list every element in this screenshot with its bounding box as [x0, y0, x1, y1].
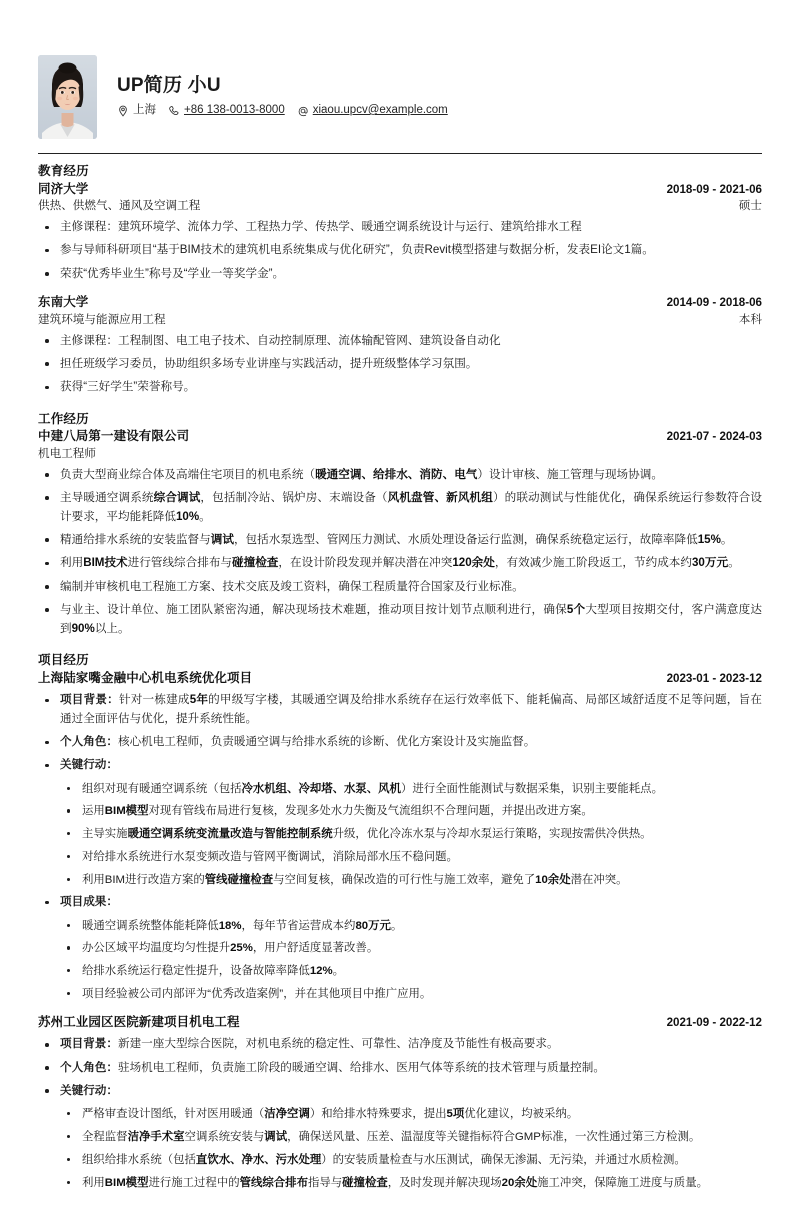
sub-bullet-item: 利用BIM进行改造方案的管线碰撞检查与空间复核，确保改造的可行性与施工效率，避免了10余处潜在冲突。 — [60, 871, 762, 889]
section-divider-education — [38, 153, 762, 154]
resume-header — [38, 0, 762, 153]
work-date: 2021-07 - 2024-03 — [666, 430, 762, 444]
work-bullets — [38, 466, 762, 639]
at-email-icon — [297, 105, 309, 117]
sub-bullet-item: 项目经验被公司内部评为“优秀改造案例”，并在其他项目中推广应用。 — [60, 985, 762, 1003]
section-education — [38, 163, 762, 397]
project-name: 苏州工业园区医院新建项目机电工程 — [38, 1015, 240, 1030]
education-date: 2014-09 - 2018-06 — [666, 296, 762, 310]
bullet-item: 主修课程：建筑环境学、流体力学、工程热力学、传热学、暖通空调系统设计与运行、建筑给排水工程 — [38, 218, 762, 237]
bullet-item: 项目背景：新建一座大型综合医院，对机电系统的稳定性、可靠性、洁净度及节能性有极高要求。 — [38, 1035, 762, 1054]
sub-bullet-list — [60, 1105, 762, 1192]
bullet-item: 担任班级学习委员，协助组织多场专业讲座与实践活动，提升班级整体学习氛围。 — [38, 355, 762, 374]
contact-email[interactable] — [297, 104, 448, 118]
sub-bullet-list — [60, 917, 762, 1004]
project-date: 2023-01 - 2023-12 — [666, 671, 762, 685]
bullet-item: 项目背景：针对一栋建成5年的甲级写字楼，其暖通空调及给排水系统存在运行效率低下、能耗偏高、局部区域舒适度不足等问题，旨在通过全面评估与优化，提升系统性能。 — [38, 691, 762, 729]
project-bullets — [38, 691, 762, 1003]
sub-bullet-item: 对给排水系统进行水泵变频改造与管网平衡调试，消除局部水压不稳问题。 — [60, 848, 762, 866]
education-date: 2018-09 - 2021-06 — [666, 182, 762, 196]
bullet-item: 关键行动： 组织对现有暖通空调系统（包括冷水机组、冷却塔、水泵、风机）进行全面性能测试与数据采集，识别主要能耗点。 运用BIM模型对现有管线布局进行复核，发现多处水力失衡及气流组织不合理问题，并提出改进方案。 主导实施暖通空调系统变流量改造与智能控制系统升级，优化冷冻水泵与冷却水泵运行策略，实现按需供冷供热。 对给排水系统进行水泵变频改造与管网平衡调试，消除局部水压不稳问题。 利用BIM进行改造方案的管线碰撞检查与空间复核，确保改造的可行性与施工效率，避免了10余处潜在冲突。 — [38, 756, 762, 889]
education-bullets — [38, 332, 762, 397]
education-school: 同济大学 — [38, 181, 89, 196]
bullet-item: 精通给排水系统的安装监督与调试，包括水泵选型、管网压力测试、水质处理设备运行监测，确保系统稳定运行，故障率降低15%。 — [38, 531, 762, 550]
sub-bullet-item: 全程监督洁净手术室空调系统安装与调试，确保送风量、压差、温湿度等关键指标符合GMP标准，一次性通过第三方检测。 — [60, 1128, 762, 1146]
sub-bullet-item: 暖通空调系统整体能耗降低18%，每年节省运营成本约80万元。 — [60, 917, 762, 935]
bullet-item: 个人角色：核心机电工程师，负责暖通空调与给排水系统的诊断、优化方案设计及实施监督。 — [38, 733, 762, 752]
contact-phone[interactable] — [168, 104, 285, 118]
work-entry — [38, 428, 762, 638]
sub-bullet-item: 利用BIM模型进行施工过程中的管线综合排布指导与碰撞检查，及时发现并解决现场20余处施工冲突，保障施工进度与质量。 — [60, 1174, 762, 1192]
work-company: 中建八局第一建设有限公司 — [38, 429, 190, 444]
section-projects — [38, 652, 762, 1192]
bullet-item: 关键行动： 严格审查设计图纸，针对医用暖通（洁净空调）和给排水特殊要求，提出5项优化建议，均被采纳。 全程监督洁净手术室空调系统安装与调试，确保送风量、压差、温湿度等关键指标符合GMP标准，一次性通过第三方检测。 组织给排水系统（包括直饮水、净水、污水处理）的安装质量检查与水压测试，确保无渗漏、无污染，并通过水质检测。 利用BIM模型进行施工过程中的管线综合排布指导与碰撞检查，及时发现并解决现场20余处施工冲突，保障施工进度与质量。 — [38, 1082, 762, 1192]
education-degree: 本科 — [738, 312, 762, 326]
identity-block — [117, 76, 456, 118]
contact-list — [117, 104, 456, 118]
phone-icon — [168, 105, 180, 117]
section-title-work: 工作经历 — [38, 411, 89, 426]
page-title: UP简历 小U — [117, 75, 221, 97]
contact-phone-text[interactable]: +86 138-0013-8000 — [184, 104, 285, 117]
bullet-item: 利用BIM技术进行管线综合排布与碰撞检查，在设计阶段发现并解决潜在冲突120余处，有效减少施工阶段返工，节约成本约30万元。 — [38, 554, 762, 573]
bullet-item: 主修课程：工程制图、电工电子技术、自动控制原理、流体输配管网、建筑设备自动化 — [38, 332, 762, 351]
project-date: 2021-09 - 2022-12 — [666, 1016, 762, 1030]
education-degree: 硕士 — [738, 199, 762, 213]
section-title-education: 教育经历 — [38, 164, 89, 178]
section-title-projects: 项目经历 — [38, 652, 89, 667]
sub-bullet-item: 组织对现有暖通空调系统（包括冷水机组、冷却塔、水泵、风机）进行全面性能测试与数据采集，识别主要能耗点。 — [60, 780, 762, 798]
bullet-item: 获得“三好学生”荣誉称号。 — [38, 378, 762, 397]
bullet-item: 编制并审核机电工程施工方案、技术交底及竣工资料，确保工程质量符合国家及行业标准。 — [38, 578, 762, 597]
bullet-item: 参与导师科研项目“基于BIM技术的建筑机电系统集成与优化研究”，负责Revit模型搭建与数据分析，发表EI论文1篇。 — [38, 241, 762, 260]
sub-bullet-item: 给排水系统运行稳定性提升，设备故障率降低12%。 — [60, 962, 762, 980]
bullet-item: 个人角色：驻场机电工程师，负责施工阶段的暖通空调、给排水、医用气体等系统的技术管理与质量控制。 — [38, 1059, 762, 1078]
project-name: 上海陆家嘴金融中心机电系统优化项目 — [38, 670, 253, 685]
education-school: 东南大学 — [38, 295, 89, 310]
contact-location-text: 上海 — [133, 104, 156, 117]
bullet-item: 主导暖通空调系统综合调试，包括制冷站、锅炉房、末端设备（风机盘管、新风机组）的联动测试与性能优化，确保系统运行参数符合设计要求，平均能耗降低10%。 — [38, 489, 762, 527]
project-entry — [38, 1014, 762, 1192]
sub-bullet-item: 组织给排水系统（包括直饮水、净水、污水处理）的安装质量检查与水压测试，确保无渗漏、无污染，并通过水质检测。 — [60, 1151, 762, 1169]
contact-email-text[interactable]: xiaou.upcv@example.com — [312, 104, 448, 117]
sub-bullet-item: 运用BIM模型对现有管线布局进行复核，发现多处水力失衡及气流组织不合理问题，并提出改进方案。 — [60, 802, 762, 820]
bullet-item: 与业主、设计单位、施工团队紧密沟通，解决现场技术难题，推动项目按计划节点顺利进行，确保5个大型项目按期交付，客户满意度达到90%以上。 — [38, 601, 762, 639]
education-bullets — [38, 218, 762, 283]
bullet-item: 项目成果： 暖通空调系统整体能耗降低18%，每年节省运营成本约80万元。 办公区域平均温度均匀性提升25%，用户舒适度显著改善。 给排水系统运行稳定性提升，设备故障率降低12%。 项目经验被公司内部评为“优秀改造案例”，并在其他项目中推广应用。 — [38, 893, 762, 1003]
education-major: 建筑环境与能源应用工程 — [38, 312, 166, 326]
contact-location — [117, 104, 156, 118]
section-work — [38, 411, 762, 639]
sub-bullet-list — [60, 780, 762, 889]
sub-bullet-item: 主导实施暖通空调系统变流量改造与智能控制系统升级，优化冷冻水泵与冷却水泵运行策略，实现按需供冷供热。 — [60, 825, 762, 843]
project-bullets — [38, 1035, 762, 1191]
sub-bullet-item: 严格审查设计图纸，针对医用暖通（洁净空调）和给排水特殊要求，提出5项优化建议，均被采纳。 — [60, 1105, 762, 1123]
bullet-item: 负责大型商业综合体及高端住宅项目的机电系统（暖通空调、给排水、消防、电气）设计审核、施工管理与现场协调。 — [38, 466, 762, 485]
education-major: 供热、供燃气、通风及空调工程 — [38, 199, 201, 213]
project-entry — [38, 670, 762, 1003]
work-role: 机电工程师 — [38, 446, 96, 460]
location-pin-icon — [117, 105, 129, 117]
education-entry — [38, 294, 762, 397]
avatar — [38, 55, 97, 139]
bullet-item: 荣获“优秀毕业生”称号及“学业一等奖学金”。 — [38, 265, 762, 284]
education-entry — [38, 181, 762, 284]
sub-bullet-item: 办公区域平均温度均匀性提升25%，用户舒适度显著改善。 — [60, 939, 762, 957]
